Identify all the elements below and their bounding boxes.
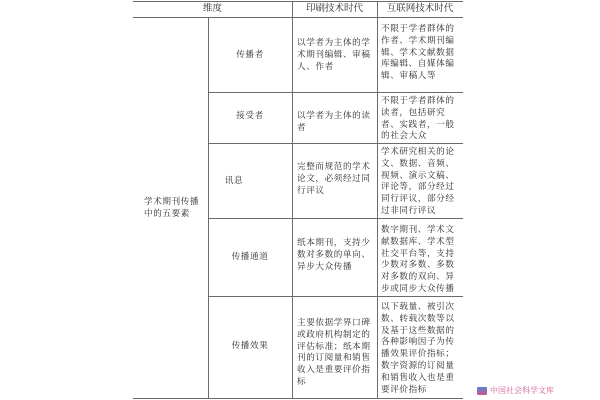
dimension-receiver: 接受者 <box>236 111 264 121</box>
header-dimension: 维度 <box>202 3 222 14</box>
rule-bottom <box>133 398 463 399</box>
watermark <box>477 385 554 396</box>
rule-col-right <box>377 1 378 398</box>
print-channel: 纸本期刊，支持少数对多数的单向、异步大众传播 <box>297 238 371 272</box>
group-label: 学术期刊传播中的五要素 <box>144 197 200 219</box>
internet-communicator: 不限于学者群体的作者、学术期刊编辑、学术文献数据库编辑、自媒体编辑、审稿人等 <box>381 24 455 82</box>
rule-row3-bottom <box>208 218 463 219</box>
watermark-text: 中国社会科学文库 <box>490 386 554 395</box>
print-effect: 主要依据学界口碑或政府机构制定的评估标准；纸本期刊的订阅量和销售收入是重要评价指标 <box>297 318 371 387</box>
print-receiver: 以学者为主体的读者 <box>297 111 371 133</box>
internet-channel: 数字期刊、学术文献数据库、学术型社交平台等，支持少数对多数、多数对多数的双向、异步或同步大众传播 <box>381 225 455 294</box>
rule-row1-bottom <box>208 92 463 93</box>
rule-col-mid <box>292 1 293 398</box>
dimension-effect: 传播效果 <box>231 341 269 351</box>
rule-header-bottom <box>133 17 463 18</box>
dimension-communicator: 传播者 <box>236 50 264 60</box>
dimension-message: 讯息 <box>224 176 244 186</box>
internet-effect: 以下载量、被引次数、转载次数等以及基于这些数据的各种影响因子为传播效果评价指标；数字资源的订阅量和销售收入也是重要评价指标 <box>381 302 455 395</box>
print-message: 完整而规范的学术论文，必须经过同行评议 <box>297 162 371 196</box>
internet-receiver: 不限于学者群体的读者，包括研究者、实践者，一般的社会大众 <box>381 96 455 142</box>
print-communicator: 以学者为主体的学术期刊编辑、审稿人、作者 <box>297 38 371 72</box>
dimension-channel: 传播通道 <box>231 252 269 262</box>
header-internet-era: 互联网技术时代 <box>386 3 454 14</box>
header-print-era: 印刷技术时代 <box>305 3 363 14</box>
rule-row4-bottom <box>208 296 463 297</box>
internet-message: 学术研究相关的论文、数据、音频、视频、演示文稿、评论等，部分经过同行评议，部分经过非同行评议 <box>381 147 455 216</box>
watermark-logo-icon <box>477 387 487 395</box>
